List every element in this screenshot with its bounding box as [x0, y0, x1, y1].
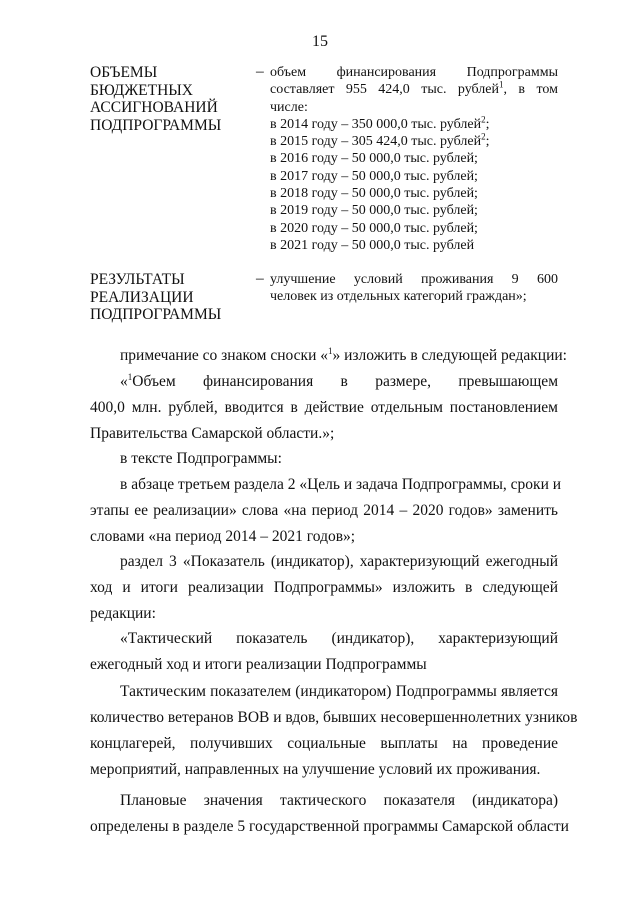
- paragraph-footnote-note: примечание со знаком сноски «$^1$» изложить в следующей редакции:: [120, 345, 567, 364]
- budget-year-line: в 2018 году – 50 000,0 тыс. рублей;: [270, 186, 478, 202]
- paragraph-line: Плановые значения тактического показателя (индикатора): [120, 792, 558, 809]
- paragraph-line: концлагерей, получивших социальные выплаты на проведение: [90, 735, 558, 752]
- budget-label: [90, 64, 250, 134]
- budget-year-line: в 2015 году – 305 424,0 тыс. рублей$^2$;: [270, 131, 490, 150]
- paragraph-indicator: [90, 679, 578, 783]
- paragraph-heading-quote: [90, 626, 558, 678]
- paragraph-footnote-text: «$^1$Объем финансирования в размере, превышающем 400,0 млн. рублей, вводится в действие отдельным постановлением Правительства Самарской области.»;: [90, 369, 558, 447]
- results-label-line: РЕЗУЛЬТАТЫ: [90, 271, 185, 288]
- paragraph-line: ежегодный ход и итоги реализации Подпрограммы: [90, 656, 427, 673]
- budget-dash: –: [256, 63, 264, 80]
- budget-label-line: АССИГНОВАНИЙ: [90, 99, 218, 116]
- budget-intro-line: объем финансирования Подпрограммы: [270, 65, 558, 80]
- paragraph-line: редакции:: [90, 605, 156, 622]
- paragraph-planned: [90, 788, 569, 840]
- budget-year-line: в 2016 году – 50 000,0 тыс. рублей;: [270, 151, 478, 167]
- budget-year-line: в 2020 году – 50 000,0 тыс. рублей;: [270, 220, 478, 236]
- paragraph-line: ход и итоги реализации Подпрограммы» изложить в следующей: [90, 579, 558, 596]
- budget-intro-line: числе:: [270, 99, 308, 115]
- budget-year-line: в 2017 году – 50 000,0 тыс. рублей;: [270, 168, 478, 184]
- paragraph-section3: [90, 549, 558, 627]
- paragraph-line: Правительства Самарской области.»;: [90, 425, 335, 442]
- results-dash: –: [256, 270, 264, 287]
- paragraph-line: «Тактический показатель (индикатор), характеризующий: [120, 630, 558, 647]
- paragraph-line: словами «на период 2014 – 2021 годов»;: [90, 528, 356, 545]
- paragraph-line: в абзаце третьем раздела 2 «Цель и задача Подпрограммы, сроки и: [120, 476, 562, 493]
- budget-label-line: БЮДЖЕТНЫХ: [90, 81, 193, 99]
- paragraph-line: мероприятий, направленных на улучшение условий их проживания.: [90, 761, 541, 778]
- footnote-marker: 1: [328, 345, 333, 356]
- results-label-line: РЕАЛИЗАЦИИ: [90, 288, 194, 306]
- results-value-line: улучшение условий проживания 9 600: [270, 272, 558, 287]
- footnote-marker: 1: [499, 79, 504, 90]
- paragraph-line: Тактическим показателем (индикатором) Подпрограммы является: [120, 683, 558, 700]
- footnote-marker: 1: [127, 371, 133, 382]
- paragraph-line: этапы ее реализации» слова «на период 2014 – 2020 годов» заменить: [90, 502, 558, 519]
- paragraph-in-text: в тексте Подпрограммы:: [120, 450, 282, 467]
- footnote-marker: 2: [481, 114, 486, 125]
- paragraph-line: раздел 3 «Показатель (индикатор), характеризующий ежегодный: [120, 553, 558, 570]
- results-value: [270, 271, 558, 306]
- budget-label-line: ОБЪЕМЫ: [90, 64, 158, 81]
- budget-intro-line: составляет 955 424,0 тыс. рублей$^1$, в том: [270, 79, 558, 98]
- paragraph-line: количество ветеранов ВОВ и вдов, бывших несовершеннолетних узников: [90, 709, 578, 726]
- budget-value: [270, 64, 558, 254]
- budget-year-line: в 2019 году – 50 000,0 тыс. рублей;: [270, 203, 478, 219]
- page-number: 15: [312, 33, 328, 50]
- paragraph-section2: [90, 472, 562, 550]
- footnote-marker: 2: [481, 131, 486, 142]
- paragraph-line: 400,0 млн. рублей, вводится в действие отдельным постановлением: [90, 399, 558, 416]
- budget-year-line: в 2014 году – 350 000,0 тыс. рублей$^2$;: [270, 114, 490, 132]
- results-value-line: человек из отдельных категорий граждан»;: [270, 289, 527, 305]
- budget-year-line: в 2021 году – 50 000,0 тыс. рублей: [270, 237, 475, 253]
- budget-label-line: ПОДПРОГРАММЫ: [90, 116, 222, 134]
- paragraph-line: определены в разделе 5 государственной программы Самарской области: [90, 818, 569, 835]
- results-label: [90, 271, 250, 324]
- results-label-line: ПОДПРОГРАММЫ: [90, 306, 222, 323]
